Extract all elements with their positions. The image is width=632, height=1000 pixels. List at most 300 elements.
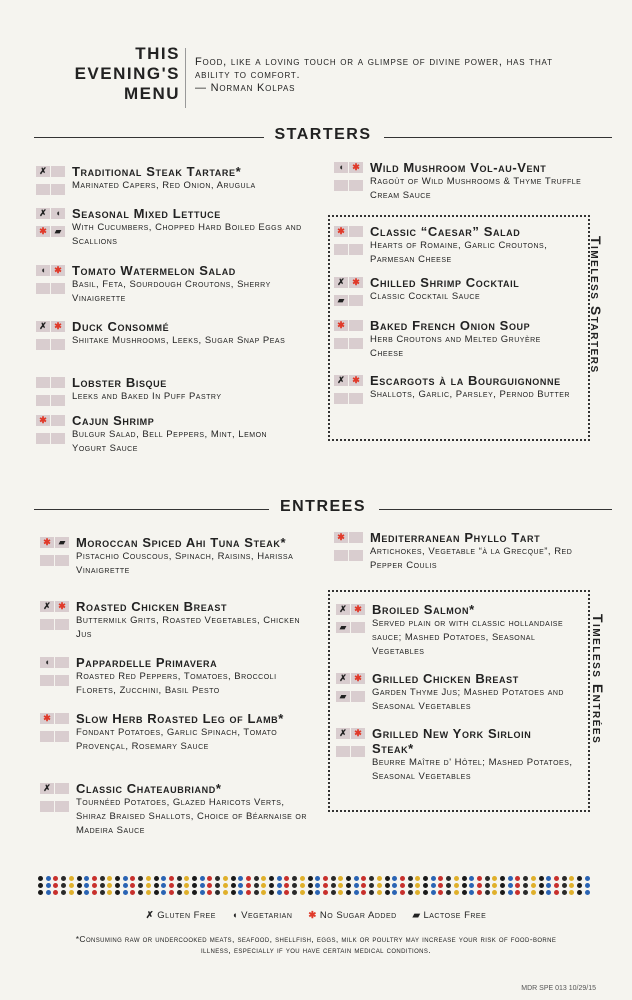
decorative-dot <box>115 883 120 888</box>
gluten-free-icon: ✗ <box>36 208 50 219</box>
icon-slot <box>40 731 54 742</box>
gluten-free-icon: ✗ <box>36 321 50 332</box>
decorative-dot <box>123 890 128 895</box>
decorative-dot <box>38 883 43 888</box>
decorative-dot <box>200 876 205 881</box>
decorative-dot <box>300 876 305 881</box>
decorative-dot <box>215 883 220 888</box>
decorative-dot <box>100 883 105 888</box>
decorative-dot <box>92 883 97 888</box>
menu-item-description: Beurre Maître d' Hôtel; Mashed Potatoes, Seasonal Vegetables <box>372 757 573 782</box>
menu-item-name: Grilled New York Sirloin Steak* <box>372 726 532 756</box>
icon-slot <box>40 619 54 630</box>
icon-slot <box>51 433 65 444</box>
decorative-dot <box>408 890 413 895</box>
decorative-dot <box>300 883 305 888</box>
decorative-dot <box>462 890 467 895</box>
decorative-dot <box>515 876 520 881</box>
gluten-free-icon: ✗ <box>336 728 350 739</box>
icon-slot <box>51 415 65 426</box>
no-sugar-icon: ✱ <box>55 601 69 612</box>
menu-item-name: Baked French Onion Soup <box>370 318 531 333</box>
decorative-dot <box>515 883 520 888</box>
decorative-dot <box>269 883 274 888</box>
gluten-free-icon: ✗ <box>336 673 350 684</box>
menu-item <box>40 781 310 838</box>
icon-slot <box>55 731 69 742</box>
menu-item-description: Herb Croutons and Melted Gruyère Cheese <box>370 334 541 359</box>
decorative-dot <box>184 890 189 895</box>
icon-slot <box>55 619 69 630</box>
decorative-dot <box>331 876 336 881</box>
menu-item <box>36 319 304 348</box>
decorative-dot <box>508 883 513 888</box>
menu-item-name: Wild Mushroom Vol-au-Vent <box>370 160 547 175</box>
decorative-dot <box>577 883 582 888</box>
icon-slot <box>36 184 50 195</box>
menu-item-description: Leeks and Baked In Puff Pastry <box>72 391 222 402</box>
decorative-dot <box>446 883 451 888</box>
decorative-dot <box>84 890 89 895</box>
decorative-dot <box>569 890 574 895</box>
no-sugar-icon: ✱ <box>334 532 348 543</box>
gluten-free-icon: ✗ <box>40 783 54 794</box>
menu-item-name: Duck Consommé <box>72 319 170 334</box>
entrees-heading: ENTREES <box>34 498 612 520</box>
decorative-dot <box>223 876 228 881</box>
decorative-dot <box>462 883 467 888</box>
decorative-dot <box>246 876 251 881</box>
decorative-dot <box>130 876 135 881</box>
decorative-dot <box>531 890 536 895</box>
decorative-dot <box>61 876 66 881</box>
icon-slot <box>55 555 69 566</box>
decorative-dot <box>485 890 490 895</box>
legend-item <box>413 910 487 921</box>
decorative-dot <box>531 883 536 888</box>
decorative-dot <box>138 883 143 888</box>
decorative-dot <box>53 876 58 881</box>
decorative-dot <box>338 883 343 888</box>
menu-header <box>60 44 580 110</box>
decorative-dot <box>569 883 574 888</box>
dietary-icons <box>334 532 364 568</box>
decorative-dot <box>438 883 443 888</box>
decorative-dot <box>369 876 374 881</box>
decorative-dot <box>423 890 428 895</box>
gluten-free-icon: ✗ <box>36 166 50 177</box>
gluten-free-icon: ✗ <box>40 601 54 612</box>
menu-item <box>40 655 310 698</box>
menu-item-name: Mediterranean Phyllo Tart <box>370 530 541 545</box>
decorative-dot <box>207 890 212 895</box>
menu-item-description: Served plain or with classic hollandaise sauce; Mashed Potatoes, Seasonal Vegetables <box>372 618 564 657</box>
no-sugar-icon: ✱ <box>349 277 363 288</box>
decorative-dot <box>423 876 428 881</box>
no-sugar-icon: ✱ <box>334 226 348 237</box>
menu-item <box>36 375 304 404</box>
menu-item-description: Ragoût of Wild Mushrooms & Thyme Truffle Cream Sauce <box>370 176 582 201</box>
decorative-dot <box>385 883 390 888</box>
gluten-free-icon: ✗ <box>334 277 348 288</box>
legend-label: No Sugar Added <box>319 910 397 921</box>
decorative-dot <box>539 890 544 895</box>
decorative-dot <box>354 890 359 895</box>
gluten-free-icon: ✗ <box>334 375 348 386</box>
icon-slot <box>36 377 50 388</box>
decorative-dot <box>477 890 482 895</box>
menu-item-description: Artichokes, Vegetable “à la Grecque”, Red Pepper Coulis <box>370 546 573 571</box>
menu-item-description: Pistachio Couscous, Spinach, Raisins, Harissa Vinaigrette <box>76 551 294 576</box>
icon-slot <box>51 166 65 177</box>
decorative-dot <box>146 876 151 881</box>
icon-slot <box>349 532 363 543</box>
decorative-dot <box>238 876 243 881</box>
decorative-dot <box>269 876 274 881</box>
decorative-dot <box>292 876 297 881</box>
dietary-icons <box>40 601 70 637</box>
decorative-dot <box>123 883 128 888</box>
menu-item <box>334 160 594 203</box>
decorative-dot <box>492 883 497 888</box>
no-sugar-icon: ✱ <box>349 375 363 386</box>
decorative-dot <box>338 876 343 881</box>
decorative-dot <box>61 883 66 888</box>
menu-title: THIS EVENING'S MENU <box>74 44 180 103</box>
icon-slot <box>36 339 50 350</box>
decorative-dot <box>523 883 528 888</box>
menu-item <box>36 413 304 456</box>
menu-item-description: Classic Cocktail Sauce <box>370 291 481 302</box>
menu-item-description: Garden Thyme Jus; Mashed Potatoes and Seasonal Vegetables <box>372 687 564 712</box>
decorative-dot <box>500 876 505 881</box>
decorative-dot <box>338 890 343 895</box>
decorative-dot <box>284 876 289 881</box>
decorative-dot <box>138 890 143 895</box>
decorative-dot <box>415 876 420 881</box>
decorative-dot <box>438 890 443 895</box>
decorative-dot <box>130 883 135 888</box>
decorative-dot <box>254 883 259 888</box>
decorative-dot <box>277 890 282 895</box>
decorative-dot <box>277 876 282 881</box>
decorative-dot <box>539 883 544 888</box>
icon-slot <box>51 339 65 350</box>
menu-item-description: Roasted Red Peppers, Tomatoes, Broccoli Florets, Zucchini, Basil Pesto <box>76 671 277 696</box>
legend-item <box>232 910 293 921</box>
icon-slot <box>55 783 69 794</box>
menu-item-description: With Cucumbers, Chopped Hard Boiled Eggs and Scallions <box>72 222 302 247</box>
decorative-dot <box>408 876 413 881</box>
timeless-starters-label: Timeless Starters <box>588 236 604 374</box>
decorative-dot <box>354 883 359 888</box>
decorative-dot <box>315 890 320 895</box>
menu-item-description: Fondant Potatoes, Garlic Spinach, Tomato Provençal, Rosemary Sauce <box>76 727 278 752</box>
decorative-dot <box>315 883 320 888</box>
decorative-dot <box>77 890 82 895</box>
decorative-dot <box>192 876 197 881</box>
menu-item <box>36 164 304 193</box>
decorative-dot <box>369 883 374 888</box>
decorative-dot <box>546 876 551 881</box>
decorative-dot <box>400 876 405 881</box>
decorative-dot <box>400 890 405 895</box>
menu-item-name: Chilled Shrimp Cocktail <box>370 275 520 290</box>
lactose-free-icon: ▰ <box>334 295 348 306</box>
icon-slot <box>51 377 65 388</box>
decorative-dot <box>469 883 474 888</box>
icon-slot <box>40 801 54 812</box>
decorative-dot <box>115 890 120 895</box>
dietary-icons <box>36 265 66 301</box>
dietary-icons <box>36 415 66 451</box>
decorative-dot <box>107 876 112 881</box>
decorative-dot <box>415 890 420 895</box>
decorative-dot <box>215 890 220 895</box>
decorative-dot <box>53 890 58 895</box>
decorative-dot <box>300 890 305 895</box>
vegetarian-icon: ◖ <box>40 657 54 668</box>
decorative-dot <box>315 876 320 881</box>
decorative-dot <box>169 890 174 895</box>
menu-item-name: Classic Chateaubriand* <box>76 781 222 796</box>
decorative-dot <box>554 883 559 888</box>
decorative-dot <box>562 890 567 895</box>
menu-item-name: Grilled Chicken Breast <box>372 671 519 686</box>
decorative-dot <box>554 876 559 881</box>
footer-code: MDR SPE 013 10/29/15 <box>521 985 596 992</box>
decorative-dot <box>261 876 266 881</box>
timeless-entrees-box <box>328 590 590 812</box>
decorative-dot <box>146 890 151 895</box>
decorative-dot <box>284 890 289 895</box>
icon-slot <box>51 184 65 195</box>
decorative-dot <box>269 890 274 895</box>
menu-item-name: Lobster Bisque <box>72 375 167 390</box>
legend-label: Lactose Free <box>423 910 487 921</box>
no-sugar-icon: ✱ <box>40 713 54 724</box>
decorative-dot <box>161 876 166 881</box>
no-sugar-icon: ✱ <box>51 265 65 276</box>
decorative-dot <box>308 876 313 881</box>
no-sugar-icon: ✱ <box>36 415 50 426</box>
decorative-dot <box>354 876 359 881</box>
decorative-dot <box>331 883 336 888</box>
icon-slot <box>36 283 50 294</box>
no-sugar-icon: ✱ <box>40 537 54 548</box>
decorative-dot <box>438 876 443 881</box>
dietary-icons <box>36 166 66 202</box>
decorative-dot <box>446 890 451 895</box>
decorative-dot <box>431 876 436 881</box>
decorative-dot <box>585 876 590 881</box>
decorative-dot <box>77 883 82 888</box>
vegetarian-icon: ◖ <box>36 265 50 276</box>
decorative-dot <box>492 876 497 881</box>
decorative-dot <box>200 883 205 888</box>
decorative-dot <box>454 890 459 895</box>
menu-item <box>36 206 304 249</box>
menu-item-name: Tomato Watermelon Salad <box>72 263 236 278</box>
decorative-dot <box>492 890 497 895</box>
decorative-dot <box>254 890 259 895</box>
gluten-free-icon: ✗ <box>145 910 155 921</box>
decorative-dot <box>77 876 82 881</box>
decorative-dot <box>231 883 236 888</box>
icon-slot <box>40 555 54 566</box>
icon-slot <box>55 713 69 724</box>
decorative-dot <box>177 883 182 888</box>
icon-slot <box>36 395 50 406</box>
legend-item <box>308 910 396 921</box>
decorative-dot <box>477 883 482 888</box>
decorative-dot <box>177 876 182 881</box>
decorative-dot <box>323 890 328 895</box>
decorative-dot <box>369 890 374 895</box>
decorative-dot <box>346 883 351 888</box>
decorative-dot <box>469 876 474 881</box>
icon-slot <box>51 283 65 294</box>
icon-slot <box>40 675 54 686</box>
menu-item-name: Traditional Steak Tartare* <box>72 164 242 179</box>
lactose-free-icon: ▰ <box>336 622 350 633</box>
decorative-dot <box>577 876 582 881</box>
decorative-dot <box>238 883 243 888</box>
decorative-dot <box>323 883 328 888</box>
no-sugar-icon: ✱ <box>351 728 365 739</box>
menu-item-name: Classic “Caesar” Salad <box>370 224 521 239</box>
decorative-dot <box>531 876 536 881</box>
decorative-dot <box>577 890 582 895</box>
decorative-dot <box>177 890 182 895</box>
decorative-dot <box>38 876 43 881</box>
menu-item-name: Seasonal Mixed Lettuce <box>72 206 221 221</box>
timeless-entrees-label: Timeless Entrées <box>590 614 606 745</box>
no-sugar-icon: ✱ <box>36 226 50 237</box>
icon-slot <box>55 675 69 686</box>
menu-item-name: Cajun Shrimp <box>72 413 155 428</box>
menu-item-name: Moroccan Spiced Ahi Tuna Steak* <box>76 535 287 550</box>
decorative-dot <box>53 883 58 888</box>
icon-slot <box>55 801 69 812</box>
menu-item-name: Pappardelle Primavera <box>76 655 218 670</box>
decorative-dot <box>154 890 159 895</box>
decorative-dot <box>523 890 528 895</box>
decorative-dot <box>346 876 351 881</box>
decorative-dot <box>508 876 513 881</box>
decorative-dot <box>100 876 105 881</box>
decorative-dot <box>100 890 105 895</box>
header-quote: Food, like a loving touch or a glimpse of divine power, has that ability to comfort. — Norman Kolpas <box>195 56 553 94</box>
no-sugar-icon: ✱ <box>351 673 365 684</box>
decorative-dot <box>130 890 135 895</box>
no-sugar-icon: ✱ <box>308 910 317 921</box>
decorative-dot <box>477 876 482 881</box>
menu-item-description: Buttermilk Grits, Roasted Vegetables, Chicken Jus <box>76 615 301 640</box>
decorative-dot <box>539 876 544 881</box>
decorative-dot <box>392 883 397 888</box>
lactose-free-icon: ▰ <box>51 226 65 237</box>
decorative-dot <box>223 883 228 888</box>
decorative-dot <box>184 876 189 881</box>
decorative-dot <box>169 876 174 881</box>
decorative-dot <box>562 876 567 881</box>
menu-item <box>334 530 594 573</box>
menu-item <box>40 599 310 642</box>
decorative-dot <box>46 876 51 881</box>
timeless-starters-box <box>328 215 590 441</box>
decorative-dot <box>400 883 405 888</box>
decorative-dot <box>238 890 243 895</box>
decorative-dot <box>331 890 336 895</box>
menu-item-name: Broiled Salmon* <box>372 602 475 617</box>
decorative-dot <box>277 883 282 888</box>
decorative-dot <box>246 883 251 888</box>
decorative-dot <box>254 876 259 881</box>
decorative-dot <box>200 890 205 895</box>
decorative-dot <box>69 883 74 888</box>
decorative-dot <box>385 876 390 881</box>
decorative-dot <box>361 890 366 895</box>
dietary-icons <box>40 713 70 749</box>
decorative-dot <box>161 890 166 895</box>
decorative-dot <box>377 883 382 888</box>
dietary-icons <box>40 783 70 819</box>
dietary-icons <box>36 377 66 413</box>
decorative-dot <box>223 890 228 895</box>
no-sugar-icon: ✱ <box>51 321 65 332</box>
decorative-dot <box>377 876 382 881</box>
decorative-dot <box>346 890 351 895</box>
gluten-free-icon: ✗ <box>336 604 350 615</box>
decorative-dot <box>500 890 505 895</box>
no-sugar-icon: ✱ <box>349 162 363 173</box>
decorative-dot <box>392 890 397 895</box>
decorative-dot <box>585 890 590 895</box>
decorative-dot <box>38 890 43 895</box>
decorative-dot <box>292 883 297 888</box>
decorative-dot <box>415 883 420 888</box>
decorative-dot <box>138 876 143 881</box>
menu-item-description: Basil, Feta, Sourdough Croutons, Sherry Vinaigrette <box>72 279 271 304</box>
menu-item <box>40 535 310 578</box>
decorative-dot <box>469 890 474 895</box>
menu-item <box>40 711 310 754</box>
decorative-dot <box>215 876 220 881</box>
decorative-dot <box>92 876 97 881</box>
legend <box>0 910 632 921</box>
vegetarian-icon: ◖ <box>51 208 65 219</box>
decorative-dot <box>554 890 559 895</box>
decorative-dot <box>84 883 89 888</box>
icon-slot <box>349 180 363 191</box>
decorative-dot <box>207 883 212 888</box>
menu-item-description: Bulgur Salad, Bell Peppers, Mint, Lemon Yogurt Sauce <box>72 429 268 454</box>
decorative-dot <box>446 876 451 881</box>
menu-item-name: Roasted Chicken Breast <box>76 599 228 614</box>
decorative-dot <box>392 876 397 881</box>
decorative-dot <box>107 890 112 895</box>
decorative-dot <box>377 890 382 895</box>
menu-item-description: Tournéed Potatoes, Glazed Haricots Verts, Shiraz Braised Shallots, Choice of Béarnaise or Madeira Sauce <box>76 797 307 836</box>
decorative-dot <box>84 876 89 881</box>
decorative-dot <box>562 883 567 888</box>
decorative-dot <box>115 876 120 881</box>
decorative-dot <box>569 876 574 881</box>
decorative-dot <box>408 883 413 888</box>
decorative-dot <box>546 883 551 888</box>
decorative-dot <box>546 890 551 895</box>
